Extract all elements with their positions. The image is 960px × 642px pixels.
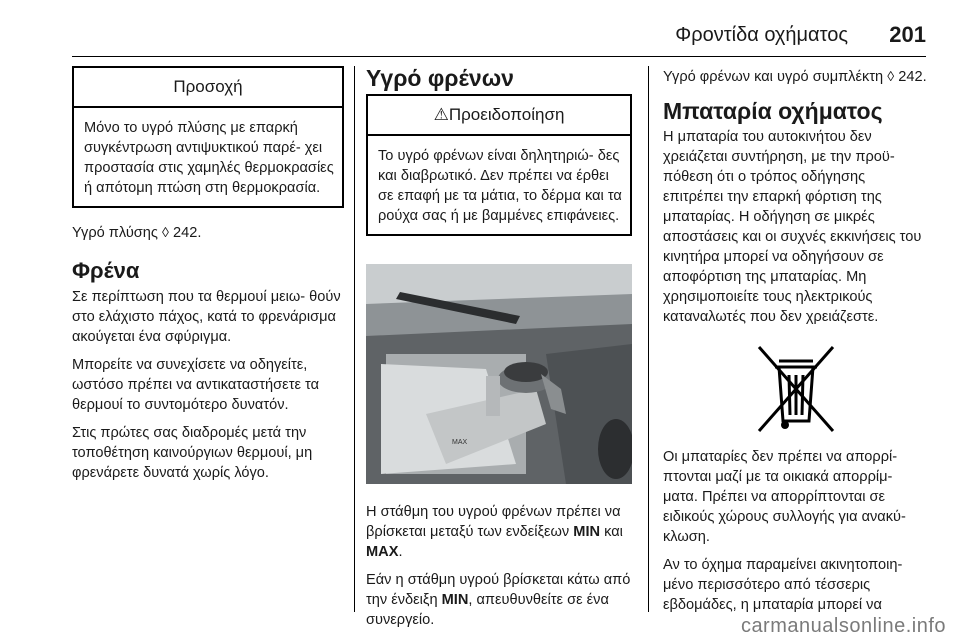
low-text-end: , απευθυνθείτε σε ένα συνεργείο. — [366, 592, 609, 628]
column-right — [663, 66, 929, 623]
watermark: carmanualsonline.info — [740, 615, 946, 637]
low-text: Εάν η στάθμη υγρού βρίσκεται κάτω από την ένδειξη — [366, 572, 631, 608]
min-label: MIN — [573, 524, 601, 540]
page-number: 201 — [889, 22, 926, 47]
and-text: και — [604, 524, 623, 540]
brakes-heading: Φρένα — [72, 258, 140, 283]
washer-ref-link[interactable]: 242. — [173, 225, 202, 241]
column-middle — [366, 66, 632, 638]
brakes-paragraph: Μπορείτε να συνεχίσετε να οδηγείτε, ωστόσο πρέπει να αντικαταστήσετε τα θερμουί το συντομότερο δυνατόν. — [72, 357, 320, 413]
battery-paragraph: Η μπαταρία του αυτοκινήτου δεν χρειάζεται συντήρηση, με την προϋ- πόθεση ότι ο τρόπος οδήγησης επιτρέπει την επαρκή φόρτιση της μπαταρίας. Η οδήγηση σε μικρές αποστάσεις και οι συχνές εκκινήσεις του κινητήρα μπορεί να οδηγήσουν σε αποφόρτιση της μπαταρίας. Μη χρησιμοποιείτε τους ηλεκτρικούς καταναλωτές που δεν χρειάζεστε. — [663, 129, 922, 325]
warning-box — [366, 94, 632, 236]
brakes-paragraph: Σε περίπτωση που τα θερμουί μειω- θούν στο ελάχιστο πάχος, κατά το φρενάρισμα ακούγεται ένα σφύριγμα. — [72, 289, 341, 345]
warning-title: Προειδοποίηση — [448, 105, 565, 124]
header-title: Φροντίδα οχήματος — [675, 24, 848, 46]
max-label: MAX — [366, 544, 399, 560]
warning-text: Το υγρό φρένων είναι δηλητηριώ- δες και διαβρωτικό. Δεν πρέπει να έρθει σε επαφή με τα μάτια, το δέρμα και τα ρούχα σας ή με βαμμένες επιφάνειες. — [378, 148, 622, 224]
caution-title: Προσοχή — [74, 68, 342, 108]
brake-clutch-fluid-reference — [663, 66, 929, 87]
battery-paragraph: Αν το όχημα παραμείνει ακινητοποιη- μένο περισσότερο από τέσσερις εβδομάδες, η μπαταρία μπορεί να — [663, 557, 903, 613]
ref-link[interactable]: 242. — [898, 69, 927, 85]
brake-fluid-reservoir-photo — [366, 264, 632, 484]
washer-ref-text: Υγρό πλύσης — [72, 225, 158, 241]
header-rule — [72, 56, 926, 57]
column-left — [72, 66, 344, 491]
ref-text: Υγρό φρένων και υγρό συμπλέκτη — [663, 69, 884, 85]
battery-paragraph: Οι μπαταρίες δεν πρέπει να απορρί- πτονται μαζί με τα οικιακά απορρίμ- ματα. Πρέπει να απορρίπτονται σε ειδικούς χώρους συλλογής για ανακύ- κλωση. — [663, 449, 906, 545]
warning-header — [368, 96, 630, 136]
caution-text: Μόνο το υγρό πλύσης με επαρκή συγκέντρωση αντιψυκτικού παρέ- χει προστασία στις χαμηλές θερμοκρασίες ή απότομη πτώση στη θερμοκρασία. — [84, 120, 334, 196]
min-label: MIN — [441, 592, 469, 608]
page-ref-icon: ◊ — [162, 224, 169, 240]
page-ref-icon: ◊ — [887, 68, 895, 84]
brake-fluid-level-paragraph — [366, 502, 632, 562]
level-text: Η στάθμη του υγρού φρένων πρέπει να βρίσκεται μεταξύ των ενδείξεων — [366, 504, 621, 540]
washer-fluid-reference — [72, 222, 344, 243]
period: . — [398, 544, 403, 560]
column-divider — [354, 66, 355, 612]
brake-fluid-low-paragraph — [366, 570, 632, 630]
max-marking: MAX — [452, 439, 468, 446]
brakes-paragraph: Στις πρώτες σας διαδρομές μετά την τοποθέτηση καινούργιων θερμουί, μη φρενάρετε δυνατά χωρίς λόγο. — [72, 425, 313, 481]
column-divider — [648, 66, 649, 612]
crossed-out-bin-icon — [753, 341, 839, 437]
battery-heading: Μπαταρία οχήματος — [663, 98, 883, 124]
brake-fluid-heading: Υγρό φρένων — [366, 65, 514, 91]
warning-triangle-icon: ⚠ — [433, 105, 449, 124]
caution-box — [72, 66, 344, 208]
